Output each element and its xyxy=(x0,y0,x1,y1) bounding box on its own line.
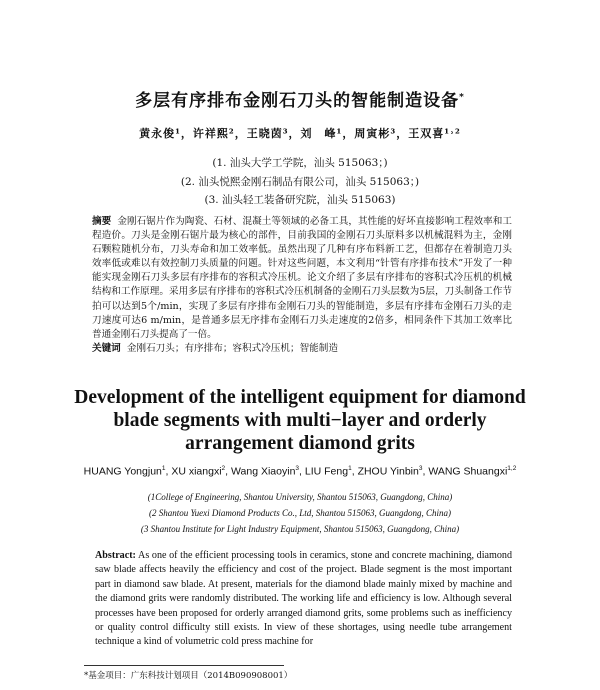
author-sup: 1 xyxy=(348,465,352,472)
author-name: WANG Shuangxi xyxy=(428,465,508,478)
english-abstract xyxy=(95,549,512,650)
chinese-abstract-label: 摘要 xyxy=(92,216,112,227)
chinese-abstract xyxy=(92,215,512,356)
english-affiliation-3: (3 Shantou Institute for Light Industry Equipment, Shantou 515063, Guangdong, China) xyxy=(140,524,460,534)
english-affiliation-1: (1College of Engineering, Shantou University, Shantou 515063, Guangdong, China) xyxy=(147,492,453,502)
chinese-affiliation-2: (2. 汕头悦熙金刚石制品有限公司，汕头 515063；) xyxy=(180,176,420,188)
author-name: ZHOU Yinbin xyxy=(357,465,419,478)
english-affiliation-2: (2 Shantou Yuexi Diamond Products Co., Ltd, Shantou 515063, Guangdong, China) xyxy=(148,508,452,518)
author-name: HUANG Yongjun xyxy=(83,465,162,478)
chinese-affiliation-1: (1. 汕头大学工学院，汕头 515063；) xyxy=(212,157,388,169)
chinese-keywords xyxy=(92,342,512,356)
title-footnote-mark: * xyxy=(459,92,465,103)
author-sup: 1 xyxy=(161,465,166,472)
author-name: Wang Xiaoyin xyxy=(231,465,296,478)
chinese-keywords-text: 金刚石刀头；有序排布；容积式冷压机；智能制造 xyxy=(126,342,338,354)
author-name: LIU Feng xyxy=(304,465,349,478)
author-sup: 2 xyxy=(221,465,226,472)
chinese-abstract-text: 金刚石锯片作为陶瓷、石材、混凝土等领域的必备工具，其性能的好坏直接影响工程效率和工程造价。刀头是金刚石锯片最为核心的部件，目前我国的金刚石刀头原料多以机械混料为主，金刚石颗粒随机分布，刀头寿命和加工效率低。虽然出现了几种有序布料新工艺，但都存在着制造刀头效率低或难以有效控制刀头质量的问题。针对这些问题，本文利用“针管有序排布技术”开发了一种能实现金刚石刀头多层有序排布的容积式冷压机。论文介绍了多层有序排布的容积式冷压机的机械结构和工作原理。采用多层有序排布的容积式冷压机制备的金刚石刀头层数为5层，刀头制备工作节拍可以达到5个/min，实现了多层有序排布金刚石刀头的智能制造，多层有序排布金刚石刀头的走刀速度可达6 m/min，是普通多层无序排布金刚石刀头走速度的2倍多，相同条件下其加工效率比普通金刚石刀头提高了一倍。 xyxy=(92,216,513,340)
chinese-affiliation-3: (3. 汕头轻工装备研究院，汕头 515063) xyxy=(204,194,396,206)
author-sup: 1,2 xyxy=(507,465,517,472)
footnote-divider xyxy=(84,665,284,666)
english-title-line: arrangement diamond grits xyxy=(185,433,415,454)
english-abstract-label: Abstract: xyxy=(95,550,136,561)
chinese-keywords-label: 关键词 xyxy=(92,342,121,354)
author-sup: 3 xyxy=(295,465,300,472)
footnote-funding: *基金项目：广东科技计划项目（2014B090908001） xyxy=(84,671,293,681)
author-name: XU xiangxi xyxy=(171,465,222,478)
english-abstract-text: As one of the efficient processing tools in ceramics, stone and concrete machining, diamond saw blade affects heavily the efficiency and cost of the project. Blade segment is the most important part in diamond saw blade. At present, materials for the diamond blade mainly mixed by machine and the diamond grits were randomly distributed. The working life and efficiency is low. Although several processes have been proposed for orderly arranged diamond grits, some problems such as inefficiency or quality control difficulty still exists. In view of these shortages, using needle tube arrangement technique a kind of volumetric cold press machine for xyxy=(95,550,512,648)
english-title xyxy=(0,386,600,455)
chinese-title: 多层有序排布金刚石刀头的智能制造设备* xyxy=(135,91,465,111)
author-sup: 3 xyxy=(418,465,423,472)
english-authors: HUANG Yongjun$^1$, XU xiangxi$^2$, Wang Xiaoyin$^3$, LIU Feng$^1$, ZHOU Yinbin$^3$, WANG Shuangxi$^{1,2}$ xyxy=(83,465,517,478)
chinese-authors: 黄永俊¹，许祥熙²，王晓茵³，刘 峰¹，周寅彬³，王双喜¹˒² xyxy=(139,127,461,140)
english-title-line: Development of the intelligent equipment for diamond xyxy=(74,387,526,408)
english-title-line: blade segments with multi−layer and orderly xyxy=(113,410,487,431)
